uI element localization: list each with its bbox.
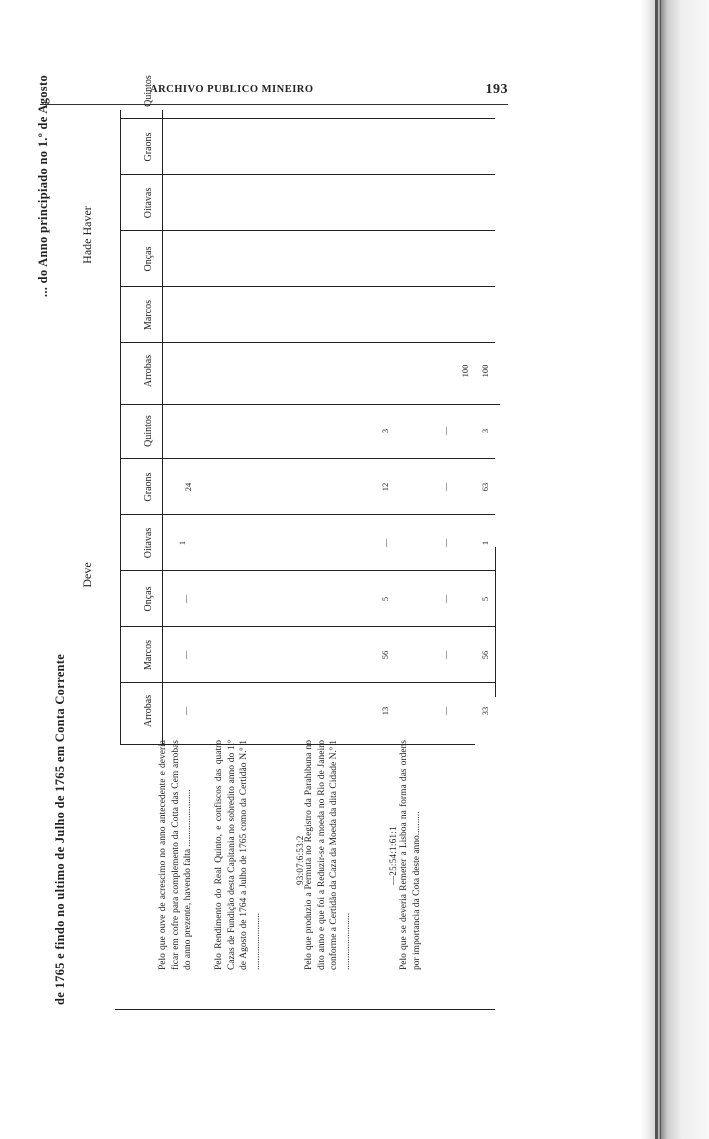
total-graons: 63 <box>480 482 490 492</box>
cell-oitavas: 1 <box>177 540 187 546</box>
col-header-oncas: Onças <box>143 586 154 612</box>
archive-name: ARCHIVO PUBLICO MINEIRO <box>150 84 314 95</box>
col-separator <box>120 286 495 287</box>
col-separator <box>120 626 495 627</box>
cell-quintos: 3 <box>380 428 390 434</box>
table-left-border <box>115 1009 495 1010</box>
cell-marcos: — <box>180 650 190 660</box>
cell-oitavas: — <box>380 538 390 548</box>
cell-arrobas: — <box>180 706 190 716</box>
col-header-oitavas: Oitavas <box>143 187 154 219</box>
cell-marcos: — <box>440 650 450 660</box>
total-haver-arrobas: 100 <box>480 364 490 378</box>
total-rule <box>495 547 496 697</box>
col-header-marcos: Marcos <box>143 300 154 330</box>
col-header-graons: Graons <box>143 132 154 162</box>
rotated-ledger <box>35 45 495 1045</box>
column-header-rule <box>162 110 163 745</box>
cell-oncas: — <box>440 594 450 604</box>
cell-graons: 12 <box>380 482 390 492</box>
title-line-bottom: de 1765 e findo no ultimo de Julho de 1765 em Conta Corrente <box>53 653 67 1005</box>
col-separator <box>120 682 495 683</box>
ledger-title <box>35 45 69 1005</box>
col-header-marcos: Marcos <box>143 640 154 670</box>
col-header-oncas: Onças <box>143 246 154 272</box>
group-header-hade-haver: Hade Haver <box>80 206 94 264</box>
col-header-oitavas: Oitavas <box>143 527 154 559</box>
col-separator <box>120 118 495 119</box>
group-header-deve: Deve <box>80 562 94 588</box>
col-separator <box>120 342 495 343</box>
binding-shadow-line <box>660 0 661 1139</box>
page-number: 193 <box>485 82 508 97</box>
col-separator <box>120 230 495 231</box>
cell-oncas: — <box>180 594 190 604</box>
col-header-quintos: Quintos <box>143 75 154 107</box>
row-description: Pelo que ouve de acrescimo no anno antecedente e deveria ficar em cofre para complemento da Cotta das Cem arrobas do anno prezente, havendo falta ........................ <box>158 740 194 970</box>
col-header-arrobas: Arrobas <box>143 354 154 388</box>
total-oitavas: 1 <box>480 540 490 546</box>
col-header-arrobas: Arrobas <box>143 694 154 728</box>
cell-graons: — <box>440 482 450 492</box>
row-description: Pelo que produzio a Permuta no Registro da Parahibuna no dito anno e que foi a Reduzir-se a moeda no Rio de Janeiro conforme a Certidão da Caza da Moeda da dita Cidade N.º 1 ........................ <box>304 740 352 970</box>
cell-haver-arrobas: 100 <box>460 364 470 378</box>
col-header-graons: Graons <box>143 472 154 502</box>
cell-marcos: 56 <box>380 650 390 660</box>
col-separator <box>120 174 495 175</box>
total-quintos: 3 <box>480 428 490 434</box>
total-marcos: 56 <box>480 650 490 660</box>
title-line-top: ... do Anno principiado no 1.º de Agosto <box>36 75 50 298</box>
cell-oitavas: — <box>440 538 450 548</box>
inline-amount: 93:07:6:53:2 <box>295 835 305 885</box>
cell-arrobas: — <box>440 706 450 716</box>
total-arrobas: 33 <box>480 706 490 716</box>
table-top-rule <box>120 110 121 745</box>
inline-amount: —25:54:1:61:1 <box>388 826 398 885</box>
row-description: Pelo Rendimento do Real Quinto, e confiscos das quatro Cazas de Fundição desta Capitania no sobredito anno do 1.º de Agosto de 1764 a Julho de 1765 como da Certidão N.º 1 ........................ <box>214 740 262 970</box>
col-separator <box>120 458 495 459</box>
scan-binding-edge <box>640 0 709 1139</box>
cell-quintos: — <box>440 426 450 436</box>
row-description: Pelo que se deveria Remeter a Lisboa na forma das ordens por importancia da Cota deste anno.......... <box>399 740 422 970</box>
cell-oncas: 5 <box>380 596 390 602</box>
cell-arrobas: 13 <box>380 706 390 716</box>
binding-shadow-line <box>655 0 658 1139</box>
cell-graons: 24 <box>183 482 193 492</box>
total-oncas: 5 <box>480 596 490 602</box>
col-header-quintos: Quintos <box>143 415 154 447</box>
